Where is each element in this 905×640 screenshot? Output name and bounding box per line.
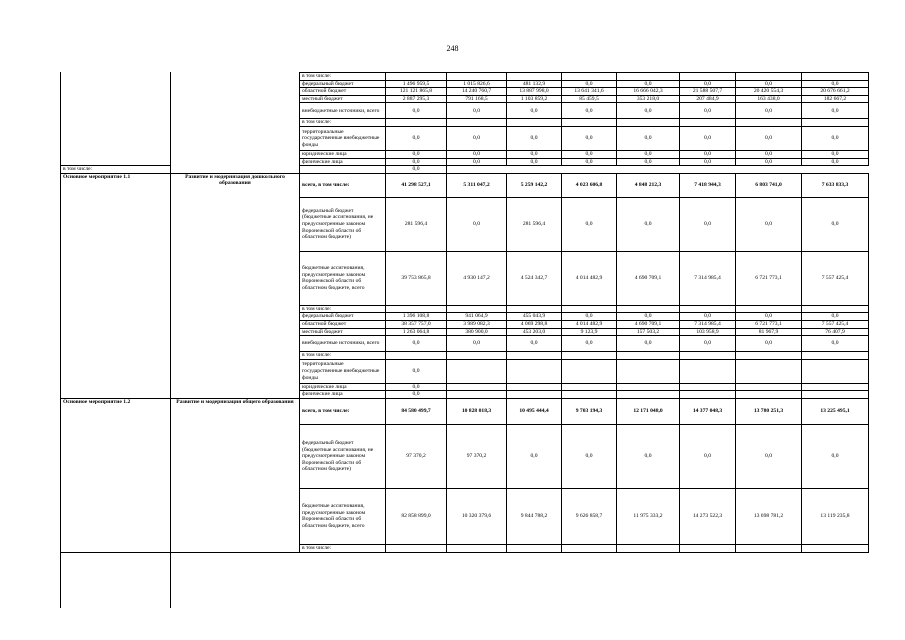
value-cell: 0,0 [736,313,802,321]
table-row [61,88,869,96]
value-cell: 14 273 522,3 [680,488,736,544]
value-cell [562,391,617,399]
blank-cell [736,166,802,174]
value-cell: 6 803 741,0 [736,173,802,197]
value-cell: 0,0 [562,80,617,88]
value-cell [386,352,447,360]
value-cell: 0,0 [802,313,869,321]
value-cell: 0,0 [736,103,802,119]
value-cell: 281 596,4 [386,197,447,251]
value-cell: 7 557 425,4 [802,320,869,328]
source-label: областной бюджет [300,88,386,96]
source-label: территориальные государственные внебюджетные фонды [300,126,386,150]
value-cell: 2 887 295,3 [386,95,447,103]
blank-cell [171,158,300,166]
source-label: в том числе: [300,544,386,552]
value-cell [507,119,562,127]
value-cell: 0,0 [736,150,802,158]
value-cell [736,544,802,552]
value-cell [562,305,617,313]
value-cell [680,359,736,383]
value-cell: 0,0 [386,359,447,383]
value-cell: 21 588 507,7 [680,88,736,96]
value-cell: 0,0 [736,126,802,150]
value-cell: 0,0 [386,150,447,158]
value-cell [447,352,507,360]
value-cell: 9 123,9 [562,328,617,336]
value-cell [736,359,802,383]
value-cell: 791 168,5 [447,95,507,103]
value-cell [802,544,869,552]
source-label: всего, в том числе: [300,173,386,197]
value-cell: 0,0 [802,126,869,150]
value-cell: 1 396 108,8 [386,313,447,321]
value-cell: 0,0 [680,126,736,150]
source-label: физические лица [300,391,386,399]
value-cell: 0,0 [617,313,680,321]
value-cell: 0,0 [562,158,617,166]
value-cell: 0,0 [447,336,507,352]
value-cell [562,359,617,383]
measure-code: Основное мероприятие 1.2 [61,398,171,552]
value-cell: 0,0 [680,80,736,88]
value-cell [802,383,869,391]
value-cell: 14 240 760,7 [447,88,507,96]
value-cell: 1 103 859,2 [507,95,562,103]
value-cell [617,383,680,391]
value-cell [507,352,562,360]
value-cell: 157 503,2 [617,328,680,336]
table-row [61,398,869,424]
table-row [61,173,869,197]
value-cell [680,391,736,399]
value-cell: 1 015 826,6 [447,80,507,88]
value-cell: 0,0 [617,103,680,119]
value-cell: 82 858 899,0 [386,488,447,544]
value-cell: 16 666 042,3 [617,88,680,96]
value-cell: 0,0 [562,313,617,321]
value-cell: 20 676 661,2 [802,88,869,96]
blank-cell [171,73,300,81]
blank-cell [617,166,680,174]
value-cell [617,73,680,81]
value-cell: 6 721 773,1 [736,251,802,305]
blank-cell [61,150,171,158]
value-cell [680,305,736,313]
value-cell [447,119,507,127]
source-label: бюджетные ассигнования, предусмотренные законом Воронежской области об областном бюджете, всего [300,251,386,305]
value-cell: 0,0 [680,197,736,251]
table-row [61,119,869,127]
value-cell [562,119,617,127]
blank-cell [171,95,300,103]
value-cell: 7 633 833,3 [802,173,869,197]
blank-cell [171,166,300,174]
source-label: федеральный бюджет (бюджетные ассигнования, не предусмотренные законом Воронежской области об областном бюджете) [300,424,386,488]
value-cell [447,359,507,383]
value-cell: 0,0 [507,126,562,150]
value-cell: 0,0 [386,103,447,119]
table-row [61,166,869,174]
value-cell: 10 320 379,6 [447,488,507,544]
value-cell: 0,0 [680,103,736,119]
value-cell: 4 023 606,8 [562,173,617,197]
value-cell: 7 314 985,4 [680,320,736,328]
value-cell [680,119,736,127]
value-cell [736,352,802,360]
value-cell: 0,0 [562,150,617,158]
value-cell: 455 043,9 [507,313,562,321]
source-label: юридические лица [300,150,386,158]
source-label: физические лица [300,158,386,166]
value-cell: 281 596,4 [507,197,562,251]
value-cell [736,73,802,81]
source-label: в том числе: [300,305,386,313]
blank-cell [171,88,300,96]
budget-table [60,72,869,553]
value-cell: 0,0 [736,158,802,166]
value-cell: 0,0 [680,158,736,166]
value-cell: 20 420 554,3 [736,88,802,96]
value-cell [617,544,680,552]
budget-table-body [61,73,869,553]
value-cell [680,73,736,81]
value-cell: 0,0 [617,336,680,352]
value-cell: 0,0 [507,336,562,352]
blank-cell [61,88,171,96]
value-cell: 4 069 298,8 [507,320,562,328]
value-cell [507,73,562,81]
value-cell: 13 887 998,0 [507,88,562,96]
blank-cell [562,166,617,174]
budget-table-sheet [60,72,869,553]
value-cell: 0,0 [617,424,680,488]
value-cell: 12 171 048,0 [617,398,680,424]
value-cell: 38 357 757,0 [386,320,447,328]
value-cell: 81 967,9 [736,328,802,336]
value-cell: 0,0 [736,424,802,488]
value-cell [447,391,507,399]
value-cell [386,305,447,313]
source-label: федеральный бюджет [300,313,386,321]
value-cell: 4 014 482,9 [562,251,617,305]
value-cell: 1 496 959,5 [386,80,447,88]
value-cell: 4 930 147,2 [447,251,507,305]
value-cell: 0,0 [386,391,447,399]
source-label: внебюджетные источники, всего [300,336,386,352]
value-cell [447,544,507,552]
value-cell: 0,0 [802,424,869,488]
value-cell: 0,0 [736,336,802,352]
value-cell: 0,0 [507,150,562,158]
value-cell [447,383,507,391]
source-label: бюджетные ассигнования, предусмотренные законом Воронежской области об областном бюджете, всего [300,488,386,544]
value-cell: 0,0 [802,197,869,251]
value-cell: 941 064,9 [447,313,507,321]
value-cell: 0,0 [680,313,736,321]
source-label: в том числе: [300,352,386,360]
value-cell [386,119,447,127]
value-cell [617,359,680,383]
value-cell: 0,0 [386,336,447,352]
value-cell: 10 828 018,3 [447,398,507,424]
value-cell: 39 753 865,8 [386,251,447,305]
source-label: внебюджетные источники, всего [300,103,386,119]
value-cell [617,119,680,127]
value-cell: 353 218,0 [617,95,680,103]
value-cell: 14 377 048,3 [680,398,736,424]
value-cell: 0,0 [617,150,680,158]
value-cell: 13 641 341,6 [562,88,617,96]
value-cell [617,352,680,360]
value-cell: 41 298 527,1 [386,173,447,197]
blank-cell [300,166,386,174]
value-cell: 0,0 [736,197,802,251]
blank-cell [447,166,507,174]
value-cell: 0,0 [507,158,562,166]
measure-code: Основное мероприятие 1.1 [61,173,171,398]
value-cell: 380 900,0 [447,328,507,336]
value-cell: 121 121 865,8 [386,88,447,96]
value-cell: 7 418 944,3 [680,173,736,197]
value-cell [562,352,617,360]
value-cell: 0,0 [802,336,869,352]
table-row [61,103,869,119]
value-cell: 13 225 495,1 [802,398,869,424]
value-cell: 97 370,2 [386,424,447,488]
source-label: местный бюджет [300,328,386,336]
blank-cell [61,126,171,150]
value-cell: 0,0 [507,424,562,488]
value-cell [386,544,447,552]
value-cell [447,305,507,313]
value-cell: 84 580 499,7 [386,398,447,424]
value-cell: 103 958,9 [680,328,736,336]
value-cell: 0,0 [802,80,869,88]
measure-name: Развитие и модернизация дошкольного образования [171,173,300,398]
value-cell [507,383,562,391]
blank-cell [171,80,300,88]
blank-cell [171,119,300,127]
value-cell: 0,0 [386,383,447,391]
value-cell: 10 495 444,4 [507,398,562,424]
value-cell: 0,0 [617,80,680,88]
value-cell: 0,0 [386,166,447,174]
value-cell: 11 975 333,2 [617,488,680,544]
value-cell: 0,0 [386,126,447,150]
blank-cell [171,103,300,119]
value-cell: 3 989 082,3 [447,320,507,328]
blank-cell [171,126,300,150]
value-cell [680,383,736,391]
blank-cell [61,73,171,81]
value-cell: 76 407,9 [802,328,869,336]
value-cell [507,391,562,399]
value-cell [736,383,802,391]
value-cell: 9 844 788,2 [507,488,562,544]
value-cell [802,119,869,127]
value-cell: 5 259 142,2 [507,173,562,197]
value-cell [562,383,617,391]
value-cell [680,544,736,552]
value-cell [562,544,617,552]
value-cell: 207 484,9 [680,95,736,103]
blank-cell [802,166,869,174]
value-cell: 0,0 [447,103,507,119]
value-cell: 0,0 [386,158,447,166]
value-cell: 453 203,0 [507,328,562,336]
value-cell: 1 263 064,8 [386,328,447,336]
blank-cell [61,158,171,166]
source-label: федеральный бюджет (бюджетные ассигнования, не предусмотренные законом Воронежской области об областном бюджете) [300,197,386,251]
table-row [61,73,869,81]
value-cell: 85 459,5 [562,95,617,103]
value-cell: 0,0 [617,197,680,251]
value-cell [507,359,562,383]
value-cell: 0,0 [617,158,680,166]
value-cell: 0,0 [562,103,617,119]
value-cell: 4 014 482,9 [562,320,617,328]
value-cell: 13 780 251,3 [736,398,802,424]
value-cell: 0,0 [447,126,507,150]
value-cell [802,359,869,383]
value-cell: 9 703 194,3 [562,398,617,424]
value-cell: 0,0 [680,336,736,352]
value-cell [507,544,562,552]
source-label: в том числе: [300,73,386,81]
source-label: в том числе: [300,119,386,127]
value-cell: 0,0 [562,424,617,488]
source-label: всего, в том числе: [300,398,386,424]
value-cell: 163 438,0 [736,95,802,103]
value-cell [802,305,869,313]
value-cell [736,119,802,127]
blank-cell [61,119,171,127]
value-cell [617,305,680,313]
value-cell: 9 626 858,7 [562,488,617,544]
value-cell: 0,0 [680,424,736,488]
value-cell: 0,0 [562,126,617,150]
value-cell: 0,0 [507,103,562,119]
page-number: 248 [446,44,459,53]
value-cell [562,73,617,81]
value-cell: 0,0 [680,150,736,158]
value-cell [736,305,802,313]
value-cell: 182 667,2 [802,95,869,103]
source-label: областной бюджет [300,320,386,328]
value-cell [802,73,869,81]
source-label: федеральный бюджет [300,80,386,88]
value-cell: 0,0 [617,126,680,150]
value-cell: 4 848 212,3 [617,173,680,197]
value-cell: 5 311 047,2 [447,173,507,197]
value-cell [507,305,562,313]
value-cell: 4 690 709,1 [617,320,680,328]
value-cell [386,73,447,81]
value-cell: 97 370,2 [447,424,507,488]
value-cell: 13 119 235,8 [802,488,869,544]
value-cell [447,73,507,81]
value-cell: 0,0 [447,150,507,158]
blank-cell [61,95,171,103]
table-row [61,158,869,166]
value-cell [736,391,802,399]
value-cell [617,391,680,399]
table-row [61,80,869,88]
value-cell: 0,0 [562,336,617,352]
value-cell: 481 132,9 [507,80,562,88]
value-cell: 0,0 [447,197,507,251]
value-cell [680,352,736,360]
value-cell: 4 524 342,7 [507,251,562,305]
table-row [61,150,869,158]
value-cell: 6 721 773,1 [736,320,802,328]
source-label: местный бюджет [300,95,386,103]
value-cell: 0,0 [802,103,869,119]
table-row [61,95,869,103]
blank-cell [61,103,171,119]
value-cell [802,352,869,360]
value-cell: 0,0 [447,158,507,166]
value-cell: 7 557 425,4 [802,251,869,305]
value-cell [802,391,869,399]
value-cell: 0,0 [736,80,802,88]
value-cell: 7 314 985,4 [680,251,736,305]
value-cell: 0,0 [802,158,869,166]
source-label: юридические лица [300,383,386,391]
measure-name: Развитие и модернизация общего образования [171,398,300,552]
blank-cell [680,166,736,174]
blank-cell [507,166,562,174]
row-label: в том числе: [61,166,171,174]
source-label: территориальные государственные внебюджетные фонды [300,359,386,383]
value-cell: 13 698 781,2 [736,488,802,544]
value-cell: 4 690 709,1 [617,251,680,305]
blank-cell [61,80,171,88]
value-cell: 0,0 [802,150,869,158]
blank-cell [171,150,300,158]
value-cell: 0,0 [562,197,617,251]
table-row [61,126,869,150]
